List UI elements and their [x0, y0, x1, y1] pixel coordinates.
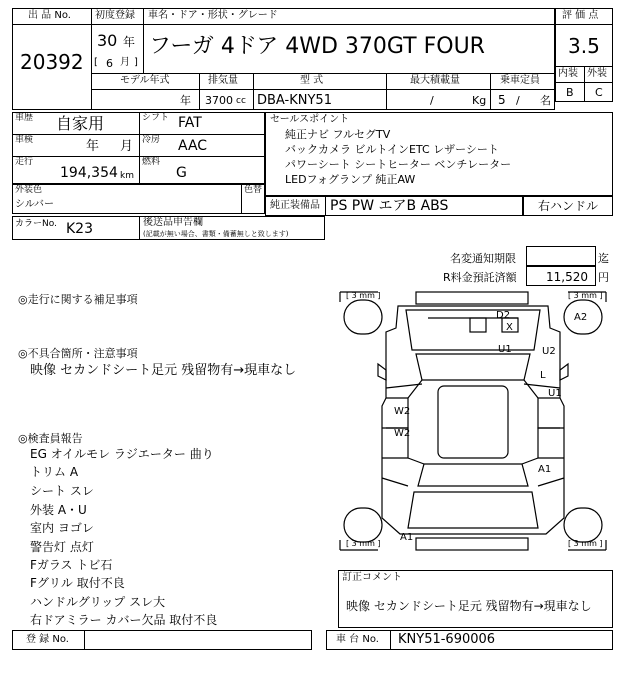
notice-label: 名変通知期限 [450, 252, 516, 265]
history-label: 車歴 [15, 113, 34, 123]
sales-point-line: バックカメラ ビルトインETC レザーシート [285, 143, 499, 156]
score-label: 評 価 点 [562, 10, 599, 21]
damage-mark: W2 [394, 406, 411, 417]
sales-points-label: セールスポイント [270, 114, 350, 125]
inspector-line: Fガラス トビ石 [30, 558, 113, 572]
reg-year: 30 [97, 31, 118, 50]
ac-label: 冷房 [142, 135, 161, 145]
first-reg-label: 初度登録 [95, 10, 135, 21]
defect-notes-label: ◎不具合箇所・注意事項 [18, 347, 138, 360]
damage-mark: A1 [400, 532, 414, 543]
recycle-unit: 円 [598, 271, 609, 284]
notice-box [526, 246, 596, 266]
mileage-unit: km [120, 171, 134, 181]
inspector-line: 室内 ヨゴレ [30, 521, 94, 535]
correction-label: 訂正コメント [342, 572, 402, 583]
color-change-label: 色替 [244, 185, 263, 195]
reg-month: 6 [106, 57, 113, 70]
steering-value: 右ハンドル [538, 199, 599, 213]
chassis-value: KNY51-690006 [398, 632, 496, 647]
declaration-label: 後送品申告欄 [143, 217, 203, 228]
exterior-grade: C [595, 86, 603, 99]
max-load-unit: Kg [472, 94, 487, 107]
max-load-sep: / [430, 94, 434, 107]
correction-text: 映像 セカンドシート足元 残留物有→現車なし [346, 599, 592, 613]
ac-value: AAC [178, 138, 208, 154]
model-code-label: 型 式 [300, 75, 324, 86]
damage-mark: L [540, 370, 546, 381]
model-code: DBA-KNY51 [257, 93, 332, 108]
displacement-unit: cc [236, 96, 246, 106]
equipment-label: 純正装備品 [270, 200, 320, 211]
damage-mark: U1 [548, 388, 562, 399]
inspection-month: 月 [120, 139, 134, 154]
inspection-label: 車検 [15, 135, 34, 145]
interior-grade: B [566, 86, 574, 99]
inspector-label: ◎検査員報告 [18, 432, 83, 445]
notice-unit: 迄 [598, 252, 609, 265]
car-damage-diagram [338, 288, 608, 558]
recycle-label: R料金預託済額 [443, 271, 517, 284]
damage-mark: U1 [498, 344, 512, 355]
damage-mark: U2 [542, 346, 556, 357]
car-name-label: 車名・ドア・形状・グレード [148, 10, 278, 21]
fuel-label: 燃料 [142, 157, 161, 167]
tire-mark-fr: [ 3 mm ] [568, 291, 603, 300]
score-value: 3.5 [568, 34, 600, 58]
model-year-unit: 年 [180, 94, 191, 107]
capacity-value: 5 [498, 93, 506, 107]
capacity-unit: 名 [540, 94, 551, 107]
ext-color-value: シルバー [15, 199, 55, 210]
model-year-label: モデル年式 [120, 75, 170, 86]
damage-mark: A1 [538, 464, 552, 475]
lot-label: 出 品 No. [28, 10, 71, 21]
damage-mark: W2 [394, 428, 411, 439]
displacement-value: 3700 [205, 94, 233, 107]
capacity-label: 乗車定員 [500, 75, 540, 86]
max-load-label: 最大積載量 [410, 75, 460, 86]
tire-mark-rl: [ 3 mm ] [346, 539, 381, 548]
defect-notes-text: 映像 セカンドシート足元 残留物有→現車なし [30, 363, 297, 378]
color-no-value: K23 [66, 221, 93, 237]
equipment-value: PS PW エアB ABS [330, 198, 449, 214]
damage-mark: D2 [496, 310, 511, 321]
driving-notes-label: ◎走行に関する補足事項 [18, 293, 138, 306]
inspector-line: ハンドルグリップ スレ大 [30, 595, 166, 609]
sales-point-line: パワーシート シートヒーター ベンチレーター [285, 158, 512, 171]
displacement-label: 排気量 [208, 75, 238, 86]
lot-number: 20392 [20, 50, 84, 74]
exterior-label: 外装 [587, 68, 607, 79]
tire-mark-rr: [ 3 mm ] [568, 539, 603, 548]
inspector-line: 警告灯 点灯 [30, 540, 94, 554]
reg-no-label: 登 録 No. [26, 634, 69, 645]
inspector-line: Fグリル 取付不良 [30, 576, 125, 590]
chassis-label: 車 台 No. [336, 634, 379, 645]
reg-month-unit: 月 [120, 57, 130, 68]
inspector-line: トリム A [30, 465, 79, 479]
color-no-label: カラーNo. [15, 219, 57, 229]
inspector-line: シート スレ [30, 484, 94, 498]
damage-mark: X [506, 322, 513, 333]
history-value: 自家用 [56, 114, 105, 133]
inspection-year: 年 [86, 139, 100, 154]
car-name: フーガ 4ドア 4WD 370GT FOUR [149, 34, 485, 59]
tire-mark-fl: [ 3 mm ] [346, 291, 381, 300]
inspector-line: 外装 A・U [30, 503, 87, 517]
fuel-value: G [176, 165, 187, 181]
shift-label: シフト [142, 113, 170, 123]
recycle-value: 11,520 [546, 270, 588, 284]
mileage-label: 走行 [15, 157, 34, 167]
damage-mark: A2 [574, 312, 588, 323]
mileage-value: 194,354 [60, 165, 118, 181]
sales-point-line: LEDフォグランプ 純正AW [285, 173, 416, 186]
interior-label: 内装 [558, 68, 578, 79]
reg-year-unit: 年 [123, 35, 136, 49]
shift-value: FAT [178, 115, 202, 131]
sales-point-line: 純正ナビ フルセグTV [285, 128, 391, 141]
capacity-sep: / [516, 94, 520, 107]
inspector-line: EG オイルモレ ラジエーター 曲り [30, 447, 214, 461]
declaration-note: (記載が無い場合、書類・備蓄無しと致します) [143, 230, 289, 238]
ext-color-label: 外装色 [15, 185, 43, 195]
inspector-line: 右ドアミラー カバー欠品 取付不良 [30, 613, 218, 627]
